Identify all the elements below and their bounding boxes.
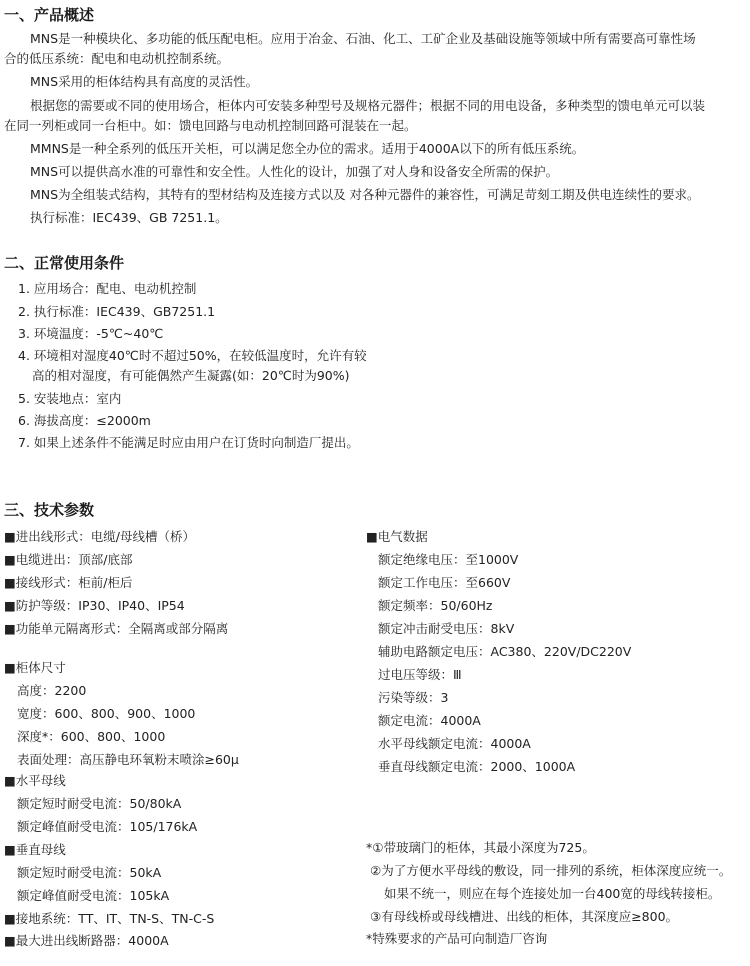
condition-item: 高的相对湿度，有可能偶然产生凝露(如：20℃时为90%)	[32, 368, 350, 383]
tech-param: 深度*：600、800、1000	[17, 729, 166, 744]
overview-line: 根据您的需要或不同的使用场合，柜体内可安装多种型号及规格元器件；根据不同的用电设备，多种类型的馈电单元可以装	[30, 98, 706, 113]
tech-param: ■功能单元隔离形式：全隔离或部分隔离	[4, 621, 229, 636]
overview-line: 在同一列柜或同一台柜中。如：馈电回路与电动机控制回路可混装在一起。	[4, 118, 417, 133]
tech-note: 如果不统一，则应在每个连接处加一台400宽的母线转接柜。	[384, 886, 721, 901]
tech-param: 污染等级：3	[378, 690, 449, 705]
tech-note: *特殊要求的产品可向制造厂咨询	[366, 931, 548, 946]
section-heading-conditions: 二、正常使用条件	[4, 254, 125, 272]
overview-line: MMNS是一种全系列的低压开关柜，可以满足您全办位的需求。适用于4000A以下的所有低压系统。	[30, 141, 585, 156]
tech-param: ■接地系统：TT、IT、TN-S、TN-C-S	[4, 911, 215, 926]
tech-param: 额定峰值耐受电流：105kA	[17, 888, 170, 903]
tech-param: 宽度：600、800、900、1000	[17, 706, 196, 721]
overview-line: MNS采用的柜体结构具有高度的灵活性。	[30, 74, 259, 89]
section-heading-tech: 三、技术参数	[4, 501, 95, 519]
tech-param: ■防护等级：IP30、IP40、IP54	[4, 598, 185, 613]
tech-note: *①带玻璃门的柜体，其最小深度为725。	[366, 840, 595, 855]
tech-note: ②为了方便水平母线的敷设，同一排列的系统，柜体深度应统一。	[370, 863, 732, 878]
tech-param: 垂直母线额定电流：2000、1000A	[378, 759, 576, 774]
tech-param: 额定电流：4000A	[378, 713, 481, 728]
tech-param: 水平母线额定电流：4000A	[378, 736, 531, 751]
condition-item: 4. 环境相对湿度40℃时不超过50%，在较低温度时，允许有较	[18, 348, 367, 363]
section-heading-overview: 一、产品概述	[4, 6, 95, 24]
tech-note: ③有母线桥或母线槽进、出线的柜体，其深度应≥800。	[370, 909, 679, 924]
condition-item: 7. 如果上述条件不能满足时应由用户在订货时向制造厂提出。	[18, 435, 359, 450]
tech-param: 表面处理：高压静电环氧粉末喷涂≥60μ	[17, 752, 239, 767]
tech-param: ■电缆进出：顶部/底部	[4, 552, 133, 567]
tech-param: 辅助电路额定电压：AC380、220V/DC220V	[378, 644, 632, 659]
condition-item: 1. 应用场合：配电、电动机控制	[18, 281, 197, 296]
tech-param: 额定峰值耐受电流：105/176kA	[17, 819, 198, 834]
overview-line: MNS可以提供高水准的可靠性和安全性。人性化的设计，加强了对人身和设备安全所需的保护。	[30, 164, 559, 179]
tech-param: ■接线形式：柜前/柜后	[4, 575, 133, 590]
tech-param: 高度：2200	[17, 683, 87, 698]
tech-param: 额定短时耐受电流：50/80kA	[17, 796, 182, 811]
condition-item: 6. 海拔高度：≤2000m	[18, 413, 151, 428]
condition-item: 5. 安装地点：室内	[18, 391, 122, 406]
condition-item: 3. 环境温度：-5℃~40℃	[18, 326, 164, 341]
tech-param: 过电压等级：Ⅲ	[378, 667, 462, 682]
tech-param: 额定工作电压：至660V	[378, 575, 511, 590]
tech-param: 额定冲击耐受电压：8kV	[378, 621, 515, 636]
tech-param: 额定频率：50/60Hz	[378, 598, 493, 613]
condition-item: 2. 执行标准：IEC439、GB7251.1	[18, 304, 216, 319]
tech-param: ■柜体尺寸	[4, 660, 66, 675]
overview-line: 执行标准：IEC439、GB 7251.1。	[30, 210, 228, 225]
tech-param: ■电气数据	[366, 529, 428, 544]
tech-param: 额定短时耐受电流：50kA	[17, 865, 162, 880]
overview-line: MNS为全组装式结构，其特有的型材结构及连接方式以及 对各种元器件的兼容性，可满足苛刻工期及供电连续性的要求。	[30, 187, 700, 202]
overview-line: 合的低压系统：配电和电动机控制系统。	[4, 51, 230, 66]
tech-param: ■进出线形式：电缆/母线槽（桥）	[4, 529, 196, 544]
tech-param: ■水平母线	[4, 773, 66, 788]
tech-param: ■垂直母线	[4, 842, 66, 857]
overview-line: MNS是一种模块化、多功能的低压配电柜。应用于冶金、石油、化工、工矿企业及基础设施等领域中所有需要高可靠性场	[30, 31, 696, 46]
tech-param: ■最大进出线断路器：4000A	[4, 933, 169, 948]
tech-param: 额定绝缘电压：至1000V	[378, 552, 519, 567]
